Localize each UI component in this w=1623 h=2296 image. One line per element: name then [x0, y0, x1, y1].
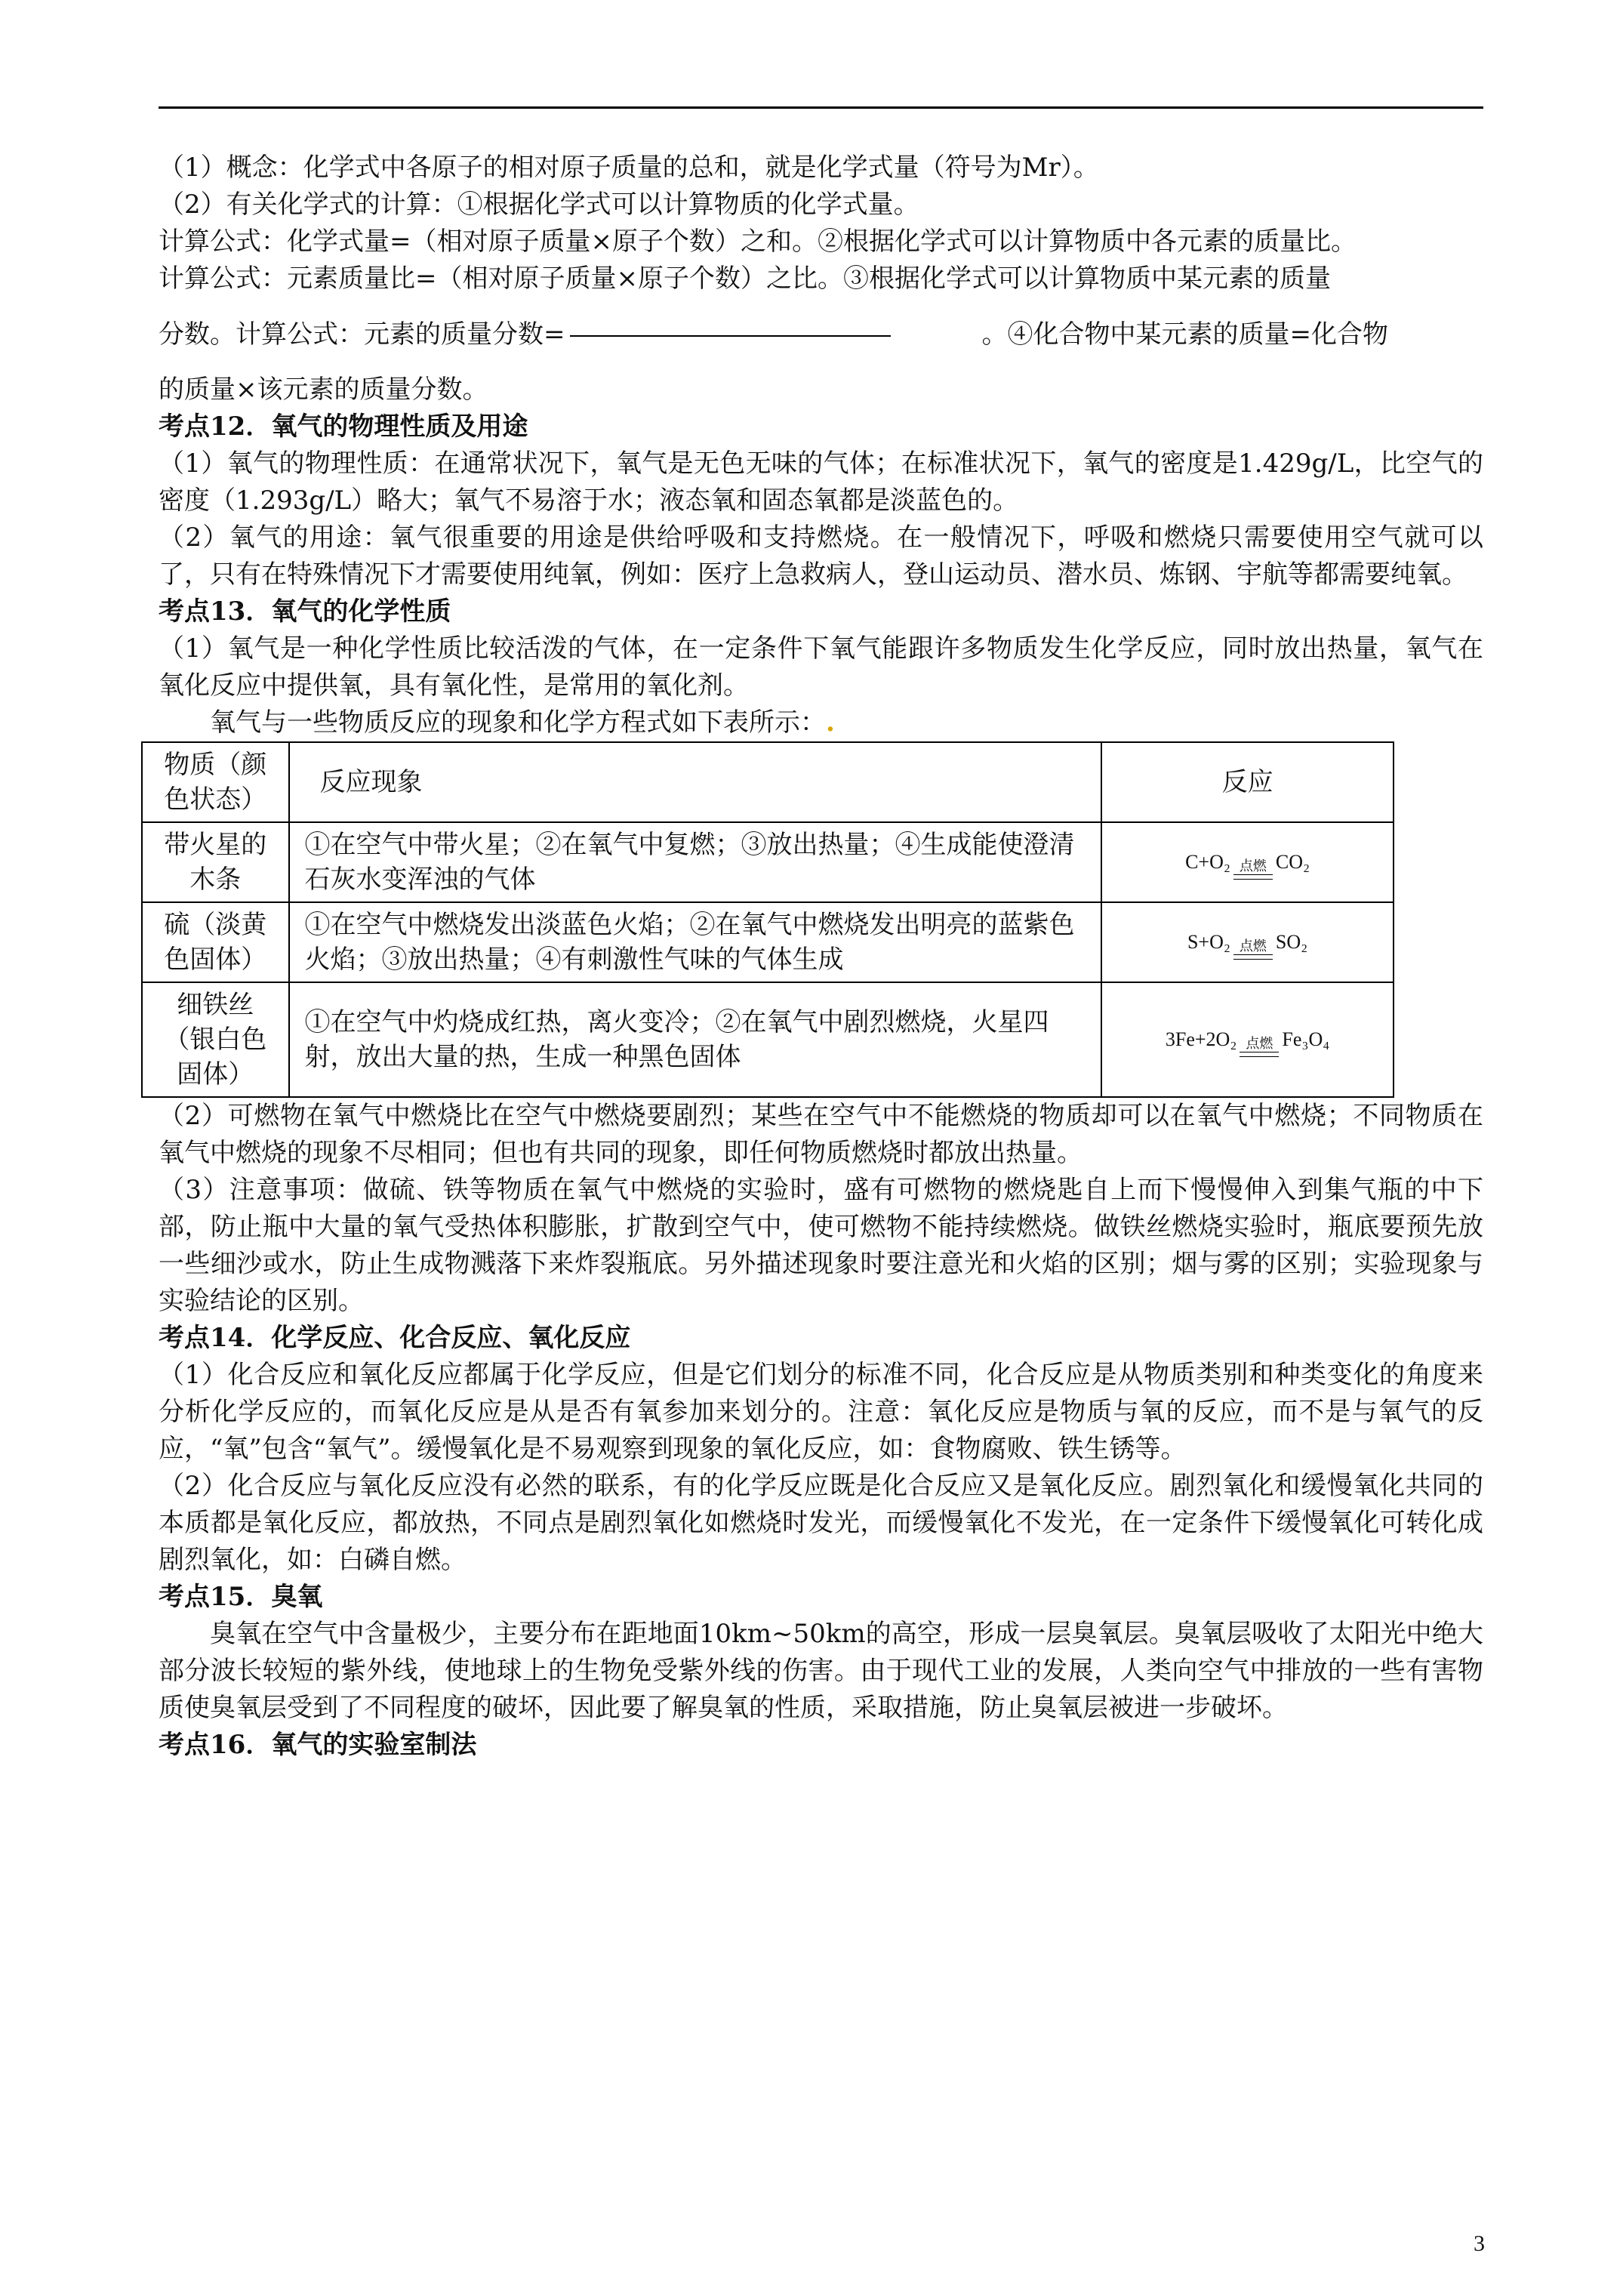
header-phenomenon: 反应现象	[289, 742, 1102, 822]
table-row	[142, 902, 1394, 982]
paragraph-reaction-types-1: （1）化合反应和氧化反应都属于化学反应，但是它们划分的标准不同，化合反应是从物质类别和种类变化的角度来分析化学反应的，而氧化反应是从是否有氧参加来划分的。注意：氧化反应是物质与氧的反应，而不是与氧气的反应，“氧”包含“氧气”。缓慢氧化是不易观察到现象的氧化反应，如：食物腐败、铁生锈等。	[159, 1360, 1483, 1464]
equation: 3Fe+2O₂ 点燃 Fe₃O₄	[1166, 1022, 1329, 1057]
cell-substance: 带火星的木条	[142, 822, 289, 902]
cell-reaction	[1101, 902, 1394, 982]
reaction-condition: 点燃	[1233, 859, 1273, 880]
paragraph-calc-formula-1: 计算公式：化学式量=（相对原子质量×原子个数）之和。②根据化学式可以计算物质中各元素的质量比。	[159, 227, 1357, 257]
cell-reaction	[1101, 822, 1394, 902]
equation: S+O₂ 点燃 SO₂	[1187, 925, 1307, 960]
reaction-table	[141, 741, 1394, 1098]
heading-section-16: 考点16．氧气的实验室制法	[159, 1730, 477, 1760]
paragraph-concept: （1）概念：化学式中各原子的相对原子质量的总和，就是化学式量（符号为Mr）。	[159, 153, 1099, 183]
reaction-condition: 点燃	[1233, 939, 1273, 960]
mass-fraction-label: 分数。计算公式：元素的质量分数=	[159, 319, 565, 350]
cell-phenomenon: ①在空气中带火星；②在氧气中复燃；③放出热量；④生成能使澄清石灰水变浑浊的气体	[289, 822, 1102, 902]
cell-phenomenon: ①在空气中灼烧成红热，离火变冷；②在氧气中剧烈燃烧，火星四射，放出大量的热，生成一种黑色固体	[289, 982, 1102, 1097]
cell-substance: 硫（淡黄色固体）	[142, 902, 289, 982]
table-row	[142, 822, 1394, 902]
yellow-dot-mark: .	[826, 707, 835, 738]
table-header-row	[142, 742, 1394, 822]
paragraph-oxygen-physical: （1）氧气的物理性质：在通常状况下，氧气是无色无味的气体；在标准状况下，氧气的密度是1.429g/L，比空气的密度（1.293g/L）略大；氧气不易溶于水；液态氧和固态氧都是淡蓝色的。	[159, 448, 1483, 516]
fraction-blank-line	[570, 335, 891, 337]
page-number: 3	[1474, 2231, 1485, 2256]
header-substance: 物质（颜色状态）	[142, 742, 289, 822]
paragraph-calc-intro: （2）有关化学式的计算：①根据化学式可以计算物质的化学式量。	[159, 190, 919, 220]
reaction-condition: 点燃	[1240, 1037, 1279, 1057]
paragraph-mass-product: 的质量×该元素的质量分数。	[159, 374, 488, 405]
paragraph-ozone: 臭氧在空气中含量极少，主要分布在距地面10km~50km的高空，形成一层臭氧层。臭氧层吸收了太阳光中绝大部分波长较短的紫外线，使地球上的生物免受紫外线的伤害。由于现代工业的发展，人类向空气中排放的一些有害物质使臭氧层受到了不同程度的破坏，因此要了解臭氧的性质，采取措施，防止臭氧层被进一步破坏。	[159, 1619, 1483, 1723]
paragraph-combustion-comparison: （2）可燃物在氧气中燃烧比在空气中燃烧要剧烈；某些在空气中不能燃烧的物质却可以在氧气中燃烧；不同物质在氧气中燃烧的现象不尽相同；但也有共同的现象，即任何物质燃烧时都放出热量。	[159, 1101, 1483, 1168]
header-rule	[159, 106, 1483, 109]
mass-fraction-formula-line	[159, 297, 1483, 371]
heading-section-12: 考点12．氧气的物理性质及用途	[159, 411, 528, 442]
paragraph-calc-formula-2: 计算公式：元素质量比=（相对原子质量×原子个数）之比。③根据化学式可以计算物质中某元素的质量	[159, 264, 1331, 294]
cell-reaction	[1101, 982, 1394, 1097]
header-reaction: 反应	[1101, 742, 1394, 822]
paragraph-precautions: （3）注意事项：做硫、铁等物质在氧气中燃烧的实验时，盛有可燃物的燃烧匙自上而下慢慢伸入到集气瓶的中下部，防止瓶中大量的氧气受热体积膨胀，扩散到空气中，使可燃物不能持续燃烧。做铁丝燃烧实验时，瓶底要预先放一些细沙或水，防止生成物溅落下来炸裂瓶底。另外描述现象时要注意光和火焰的区别；烟与雾的区别；实验现象与实验结论的区别。	[159, 1175, 1483, 1316]
equation: C+O₂ 点燃 CO₂	[1185, 845, 1310, 880]
heading-section-13: 考点13．氧气的化学性质	[159, 596, 451, 627]
paragraph-oxygen-chemical: （1）氧气是一种化学性质比较活泼的气体，在一定条件下氧气能跟许多物质发生化学反应，同时放出热量，氧气在氧化反应中提供氧，具有氧化性，是常用的氧化剂。	[159, 633, 1483, 701]
paragraph-reaction-types-2: （2）化合反应与氧化反应没有必然的联系，有的化学反应既是化合反应又是氧化反应。剧烈氧化和缓慢氧化共同的本质都是氧化反应，都放热，不同点是剧烈氧化如燃烧时发光，而缓慢氧化不发光，在一定条件下缓慢氧化可转化成剧烈氧化，如：白磷自燃。	[159, 1471, 1483, 1575]
heading-section-14: 考点14．化学反应、化合反应、氧化反应	[159, 1323, 631, 1353]
heading-section-15: 考点15．臭氧	[159, 1582, 323, 1612]
compound-mass-text: 。④化合物中某元素的质量=化合物	[981, 319, 1388, 350]
table-row	[142, 982, 1394, 1097]
table-intro: 氧气与一些物质反应的现象和化学方程式如下表所示：.	[210, 707, 835, 738]
cell-phenomenon: ①在空气中燃烧发出淡蓝色火焰；②在氧气中燃烧发出明亮的蓝紫色火焰；③放出热量；④有刺激性气味的气体生成	[289, 902, 1102, 982]
cell-substance: 细铁丝（银白色固体）	[142, 982, 289, 1097]
page-content	[159, 149, 1483, 1764]
paragraph-oxygen-uses: （2）氧气的用途：氧气很重要的用途是供给呼吸和支持燃烧。在一般情况下，呼吸和燃烧只需要使用空气就可以了，只有在特殊情况下才需要使用纯氧，例如：医疗上急救病人，登山运动员、潜水员、炼钢、宇航等都需要纯氧。	[159, 522, 1483, 590]
